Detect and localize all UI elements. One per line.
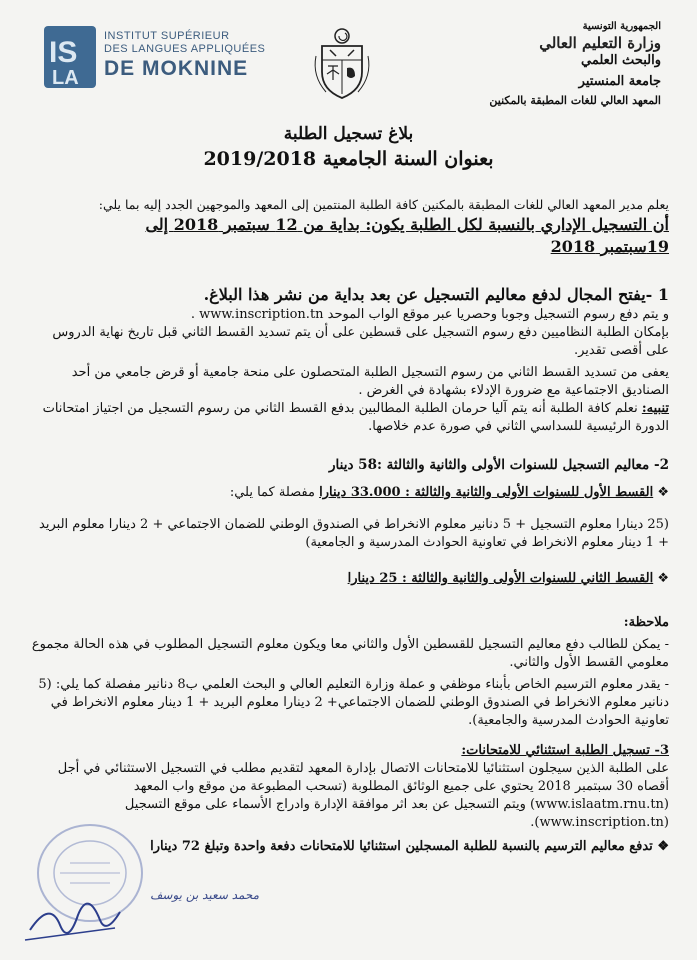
section-1-note bbox=[29, 400, 669, 436]
section-3-para: على الطلبة الذين سيجلون استثنائيا للامتحانات الاتصال بإدارة المعهد لتقديم مطلب في التسجيل الاستثنائي في أجل أقصاه 30 سبتمبر 2018 يحتوي على جميع الوثائق المطلوبة (تسحب المطبوعة من موقع واب المعهد (www.islaatm.rnu.tn) ويتم التسجيل عن بعد اثر موافقة الإدارة وادراج الأسماء على موقع التسجيل (www.inscription.tn). bbox=[57, 761, 669, 830]
signatory-name: محمد سعيد بن يوسف bbox=[150, 888, 260, 902]
svg-text:LA: LA bbox=[52, 67, 79, 88]
republic-name: الجمهورية التونسية bbox=[582, 21, 661, 32]
logo-line-1: INSTITUT SUPÉRIEUR bbox=[104, 30, 230, 42]
note-label: تنبيه: bbox=[641, 401, 669, 416]
svg-text:IS: IS bbox=[49, 36, 78, 69]
section-3-fee: ❖ تدفع معاليم الترسيم بالنسبة للطلبة المسجلين استثنائيا للامتحانات دفعة واحدة وتبلغ 72 دينارا bbox=[29, 838, 669, 856]
page-title: بلاغ تسجيل الطلبة bbox=[283, 124, 414, 144]
installment-1 bbox=[29, 484, 669, 502]
section-1-para-3: يعفى من تسديد القسط الثاني من رسوم التسجيل الطلبة المتحصلون على منحة جامعية أو قرض جامعي من أحد الصناديق الاجتماعية مع ضرورة الإدلاء بشهادة في الغرض . bbox=[71, 365, 669, 398]
intro-text: يعلم مدير المعهد العالي للغات المطبقة بالمكنين كافة الطلبة المنتمين إلى المعهد والموجهين الجدد إليه بما يلي: bbox=[98, 197, 669, 212]
university-name: جامعة المنستير bbox=[578, 74, 661, 89]
remark-2: - يقدر معلوم الترسيم الخاص بأبناء موظفي و عملة وزارة التعليم العالي و البحث العلمي ب8 دنانير مفصلة كما يلي: (5 دنانير معلوم الانخراط في الصندوق الوطني للضمان الاجتماعي+ 2 دينارا معلوم البريد + 1 دينار معلوم الانخراط في تعاونية الحوادث المدرسية والجامعية). bbox=[29, 676, 669, 730]
section-1 bbox=[29, 284, 669, 436]
installment-1-tail: مفصلة كما يلي: bbox=[229, 485, 320, 500]
ministry-header bbox=[421, 18, 661, 109]
signature-scribble-icon bbox=[20, 880, 130, 950]
section-1-para-2: بإمكان الطلبة النظاميين دفع رسوم التسجيل على قسطين على أن يتم تسديد القسط الثاني قبل تاريخ نهاية الدروس على أقصى تقدير. bbox=[52, 325, 669, 358]
installment-1-detail: (25 دينارا معلوم التسجيل + 5 دنانير معلوم الانخراط في الصندوق الوطني للضمان الاجتماعي + 2 دينارا معلوم البريد + 1 دينار معلوم الانخراط في تعاونية الحوادث المدرسية و الجامعية) bbox=[39, 517, 669, 550]
registration-dates-line-1: أن التسجيل الإداري بالنسبة لكل الطلبة يكون: بداية من 12 سبتمبر 2018 إلى bbox=[145, 215, 669, 234]
section-2-heading: 2- معاليم التسجيل للسنوات الأولى والثانية والثالثة :58 دينار bbox=[328, 457, 669, 473]
institute-name: المعهد العالي للغات المطبقة بالمكنين bbox=[489, 94, 661, 107]
tunisia-coat-of-arms-icon bbox=[310, 26, 374, 102]
section-2 bbox=[29, 456, 669, 588]
installment-2 bbox=[29, 570, 669, 588]
remarks bbox=[29, 614, 669, 730]
remarks-heading: ملاحظة: bbox=[623, 615, 669, 630]
logo-line-3: DE MOKNINE bbox=[104, 57, 249, 80]
page-subtitle: بعنوان السنة الجامعية 2019/2018 bbox=[203, 148, 494, 170]
note-text: نعلم كافة الطلبة أنه يتم آليا حرمان الطلبة المطالبين بدفع القسط الثاني من رسوم التسجيل من اجتياز امتحانات الدورة الرئيسية للسداسي الثاني في صورة عدم خلاصها. bbox=[42, 401, 669, 434]
section-3-heading: 3- تسجيل الطلبة استثنائي للامتحانات: bbox=[461, 743, 669, 758]
ministry-name-2: والبحث العلمي bbox=[581, 53, 661, 68]
institute-logo-icon bbox=[44, 26, 96, 88]
ministry-name-1: وزارة التعليم العالي bbox=[539, 34, 661, 52]
installment-2-label: القسط الثاني للسنوات الأولى والثانية والثالثة : 25 دينارا bbox=[347, 571, 654, 586]
registration-dates bbox=[29, 214, 669, 258]
installment-1-label: القسط الأول للسنوات الأولى والثانية والثالثة : 33.000 دينارا bbox=[319, 485, 654, 500]
remark-1: - يمكن للطالب دفع معاليم التسجيل للقسطين الأول والثاني معا ويكون معلوم التسجيل المطلوب في هذه الحالة مجموع معلومي القسط الأول والثاني. bbox=[29, 636, 669, 672]
section-1-heading: 1 -يفتح المجال لدفع معاليم التسجيل عن بعد بداية من نشر هذا البلاغ. bbox=[203, 285, 669, 304]
logo-wordmark bbox=[104, 30, 265, 82]
logo-line-2: DES LANGUES APPLIQUÉES bbox=[104, 43, 266, 55]
section-1-para-1: و يتم دفع رسوم التسجيل وجوبا وحصريا عبر موقع الواب الموحد www.inscription.tn . bbox=[190, 307, 669, 322]
registration-dates-line-2: 19سبتمبر 2018 bbox=[550, 237, 669, 256]
